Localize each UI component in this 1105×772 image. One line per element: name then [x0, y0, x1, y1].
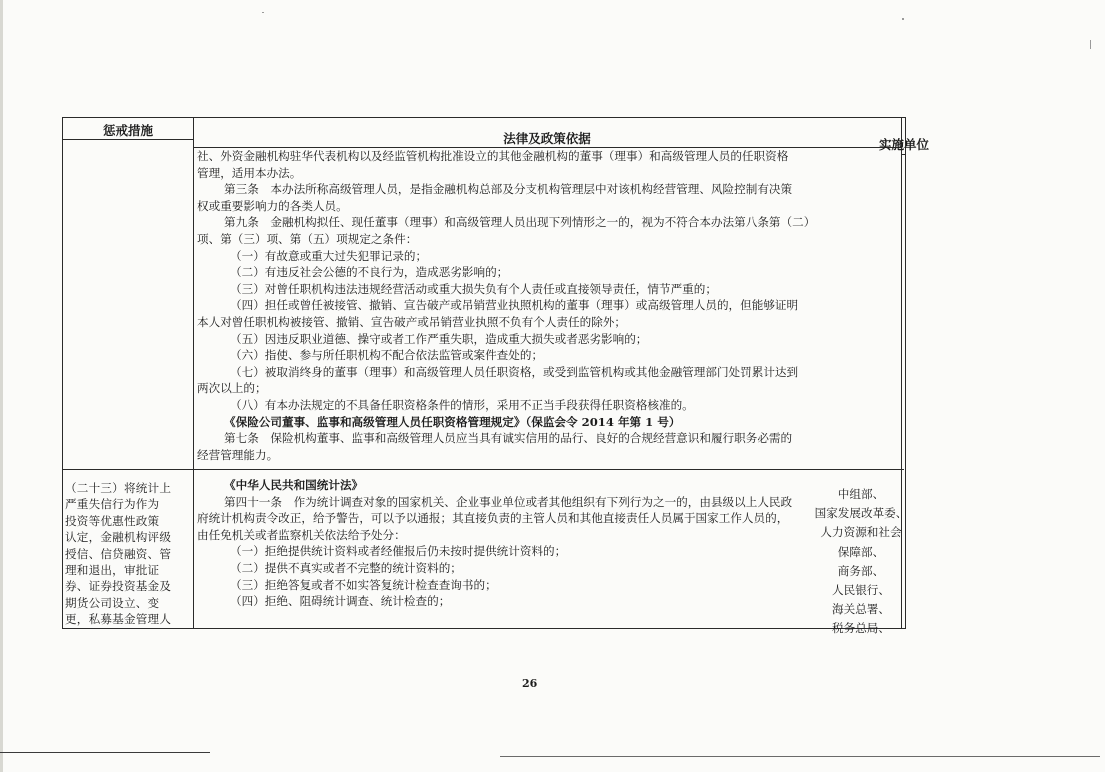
text-line: （四）拒绝、阻碍统计调查、统计检查的；: [230, 594, 451, 609]
scan-artifact-line: [0, 752, 210, 753]
measure-line: 授信、信贷融资、管: [65, 546, 172, 561]
text-line: 权或重要影响力的各类人员。: [197, 198, 348, 213]
text-line: 府统计机构责令改正，给予警告，可以予以通报；其直接负责的主管人员和其他直接责任人员属于国家工作人员的，: [197, 511, 789, 526]
header-measures: 惩戒措施: [102, 123, 153, 138]
row-divider: [63, 469, 904, 470]
text-line: （七）被取消终身的董事（理事）和高级管理人员任职资格，或受到监管机构或其他金融管理部门处罚累计达到: [230, 364, 799, 379]
measure-line: 券、证券投资基金及: [65, 579, 172, 594]
text-line: 项、第（三）项、第（五）项规定之条件：: [197, 231, 418, 246]
text-line: 第九条 金融机构拟任、现任董事（理事）和高级管理人员出现下列情形之一的，视为不符合本办法第八条第（二）: [224, 215, 816, 230]
row1-legal-text: [197, 148, 897, 463]
text-line: （一）有故意或重大过失犯罪记录的；: [230, 248, 428, 263]
text-line: 由任免机关或者监察机关依法给予处分：: [197, 527, 406, 542]
credit-punishment-table: [62, 117, 929, 636]
measure-line: 更，私募基金管理人: [65, 612, 172, 627]
column-divider: [193, 118, 194, 628]
measure-line: （二十三）将统计上: [65, 481, 172, 495]
text-line: 《保险公司董事、监事和高级管理人员任职资格管理规定》（保监会令 2014 年第 1 号）: [224, 414, 681, 429]
unit-line: 海关总署、: [832, 602, 890, 617]
text-line: 经营管理能力。: [197, 447, 279, 462]
unit-line: 税务总局、: [832, 621, 890, 636]
text-line: （四）担任或曾任被接管、撤销、宣告破产或吊销营业执照机构的董事（理事）或高级管理人员的，但能够证明: [230, 298, 799, 313]
page-number: 26: [522, 677, 538, 690]
measure-line: 投资等优惠性政策: [65, 513, 160, 528]
scan-speck: [262, 12, 264, 13]
text-line: 第七条 保险机构董事、监事和高级管理人员应当具有诚实信用的品行、良好的合规经营意识和履行职务必需的: [224, 431, 793, 446]
scan-artifact-line: [500, 756, 1100, 757]
text-line: 社、外资金融机构驻华代表机构以及经监管机构批准设立的其他金融机构的董事（理事）和高级管理人员的任职资格: [197, 149, 789, 163]
text-line: （三）拒绝答复或者不如实答复统计检查查询书的；: [230, 577, 497, 592]
header-divider: [901, 154, 905, 155]
text-line: （一）拒绝提供统计资料或者经催报后仍未按时提供统计资料的；: [230, 544, 567, 559]
header-divider: [63, 139, 193, 140]
text-line: 《中华人民共和国统计法》: [224, 478, 364, 492]
scan-speck: [1090, 40, 1091, 49]
text-line: （二）提供不真实或者不完整的统计资料的；: [230, 560, 462, 575]
text-line: 本人对曾任职机构被接管、撤销、宣告破产或吊销营业执照不负有个人责任的除外；: [197, 314, 626, 329]
measure-line: 理和退出，审批证: [65, 563, 160, 578]
text-line: （八）有本办法规定的不具备任职资格条件的情形，采用不正当手段获得任职资格核准的。: [230, 397, 694, 412]
text-line: 管理，适用本办法。: [197, 165, 302, 180]
unit-line: 商务部、: [837, 563, 885, 578]
text-line: （二）有违反社会公德的不良行为，造成恶劣影响的；: [230, 265, 509, 280]
scan-speck: [902, 18, 904, 20]
text-line: （三）对曾任职机构违法违规经营活动或重大损失负有个人责任或直接领导责任，情节严重的；: [230, 281, 717, 296]
measure-line: 严重失信行为作为: [65, 497, 160, 512]
row2-legal-text: [197, 477, 897, 610]
row2-measure-text: [65, 480, 191, 628]
row2-implementing-units: [815, 485, 907, 639]
text-line: 第四十一条 作为统计调查对象的国家机关、企业事业单位或者其他组织有下列行为之一的，由县级以上人民政: [224, 494, 793, 509]
text-line: 第三条 本办法所称高级管理人员，是指金融机构总部及分支机构管理层中对该机构经营管理、风险控制有决策: [224, 182, 793, 197]
unit-line: 人民银行、: [832, 583, 890, 598]
text-line: （六）指使、参与所任职机构不配合依法监管或案件查处的；: [230, 348, 544, 363]
unit-line: 中组部、: [837, 487, 885, 501]
unit-line: 保障部、: [837, 544, 885, 559]
unit-line: 人力资源和社会: [820, 525, 902, 540]
measure-line: 认定，金融机构评级: [65, 530, 172, 545]
scan-edge: [0, 0, 3, 772]
text-line: （五）因违反职业道德、操守或者工作严重失职，造成重大损失或者恶劣影响的；: [230, 331, 648, 346]
measure-line: 期货公司设立、变: [65, 595, 160, 610]
header-legal-basis: 法律及政策依据: [503, 131, 591, 146]
header-implementing-units: 实施单位: [878, 137, 929, 152]
unit-line: 国家发展改革委、: [814, 506, 908, 521]
text-line: 两次以上的；: [197, 381, 267, 396]
